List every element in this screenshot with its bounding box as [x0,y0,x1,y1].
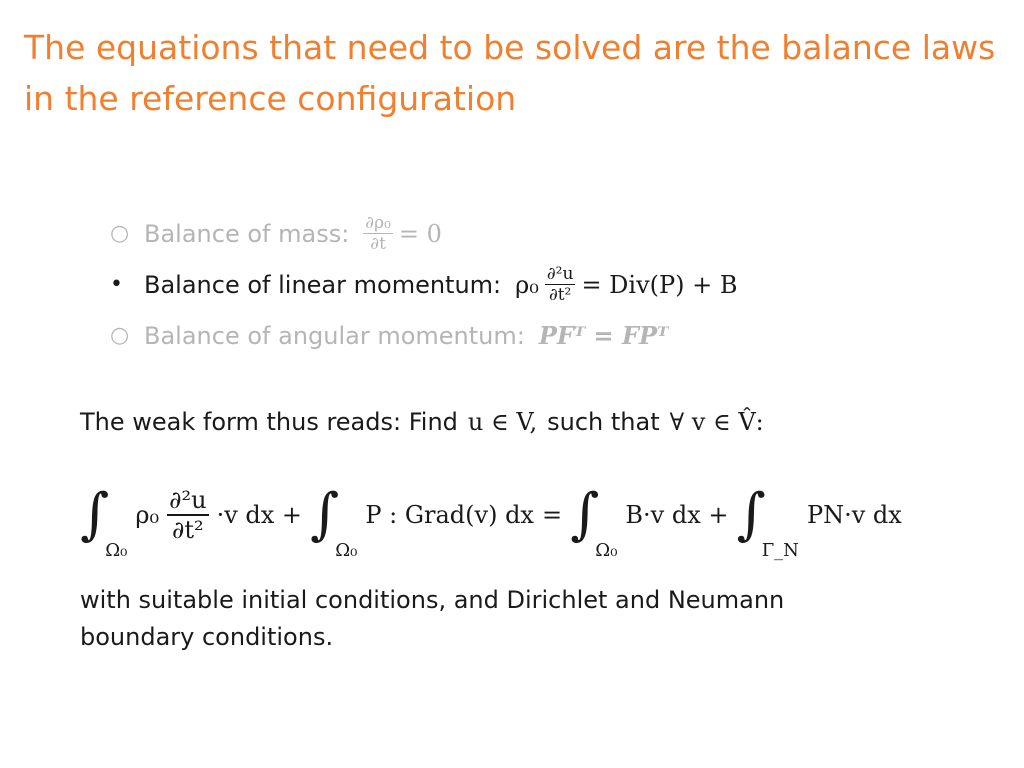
hollow-bullet-icon: ○ [110,221,130,246]
integral-icon: ∫ [310,482,340,547]
term-2-body: P : Grad(v) dx [365,501,534,529]
formula-expression: PFᵀ = FPᵀ [538,321,669,350]
intro-text: The weak form thus reads: Find [80,408,458,436]
term-1-tail: ·v dx + [216,501,303,529]
filled-bullet-icon: • [110,272,123,297]
integral-term-2 [310,482,358,561]
density-coefficient: ρ₀ [515,270,539,299]
weak-form-intro [80,408,764,436]
integral-term-4 [736,482,799,561]
term-3-body: B·v dx + [625,501,729,529]
fraction-numerator: ∂²u [169,486,207,514]
integral-icon: ∫ [570,482,600,547]
fraction [363,214,393,253]
integral-domain: Ω₀ [105,540,128,561]
list-item-angular-momentum [110,310,738,361]
integral-domain: Ω₀ [595,540,618,561]
term-4-body: PN·v dx [806,501,902,529]
list-item-mass [110,208,738,259]
slide-title: The equations that need to be solved are the balance laws in the reference configuration [24,28,996,118]
fraction-denominator: ∂t [370,234,386,254]
linear-momentum-formula [515,265,737,304]
intro-math-test: ∀ v ∈ V̂: [669,408,764,436]
integral-domain: Γ_N [761,540,799,561]
weak-form-equation [80,470,1000,560]
fraction-numerator: ∂²u [546,264,574,284]
integral-icon: ∫ [736,482,766,547]
fraction-denominator: ∂t² [171,516,204,544]
integral-term-3 [570,482,618,561]
formula-rhs: = Div(P) + B [581,270,738,299]
bullet-label: Balance of mass: [144,219,350,248]
integral-term-1 [80,482,128,561]
intro-mid-text: such that [547,408,660,436]
hollow-bullet-icon: ○ [110,323,130,348]
integral-domain: Ω₀ [335,540,358,561]
fraction [545,265,576,304]
density-coefficient: ρ₀ [135,501,160,529]
list-item-linear-momentum [110,259,738,310]
fraction [167,487,209,543]
balance-laws-list [110,208,738,361]
bullet-label: Balance of angular momentum: [144,321,525,350]
intro-math-trial: u ∈ V, [467,408,538,436]
equals-sign: = [541,501,563,529]
footer-text: with suitable initial conditions, and Dirichlet and Neumann boundary conditions. [80,586,785,651]
bullet-label: Balance of linear momentum: [144,270,502,299]
fraction-denominator: ∂t² [548,285,572,305]
fraction-numerator: ∂ρ₀ [365,213,391,233]
integral-icon: ∫ [80,482,110,547]
mass-balance-formula [363,214,442,253]
formula-rhs: = 0 [398,219,442,248]
angular-momentum-formula [539,321,669,350]
